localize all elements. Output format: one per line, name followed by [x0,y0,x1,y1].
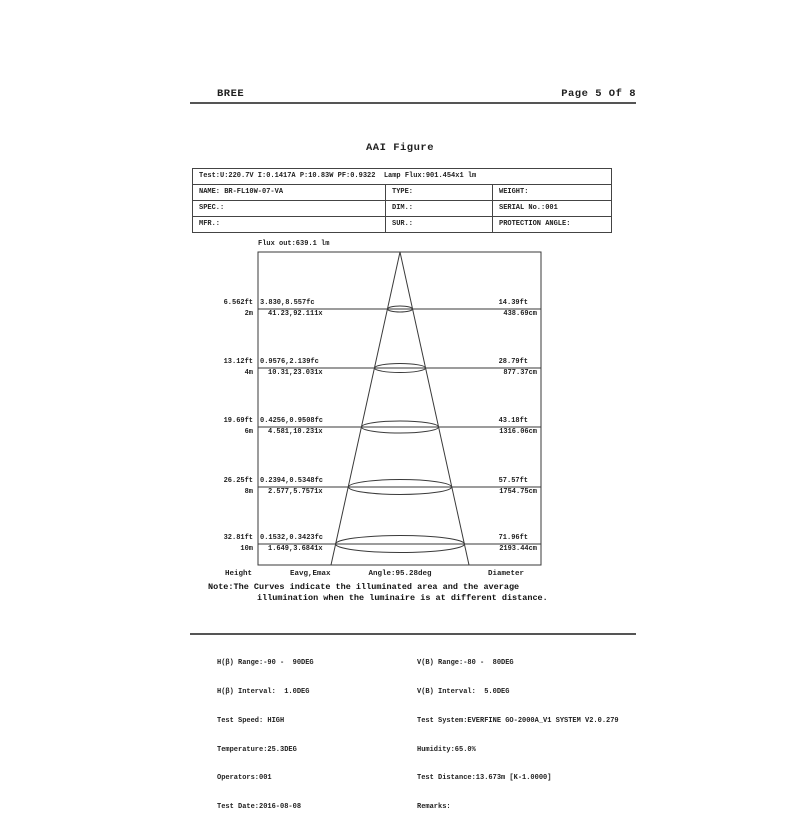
v-interval-label: V(B) Interval: 5.0DEG [417,687,510,696]
cell-sur: SUR.: [386,217,493,232]
eavg-fc-label: 0.4256,0.9508fc [260,417,324,425]
height-ft-label: 6.562ft [223,299,253,307]
height-ft-label: 13.12ft [223,358,253,366]
flux-out-label: Flux out:639.1 lm [258,240,330,248]
diameter-cm-label: 1754.75cm [499,488,537,496]
test-conditions: Test:U:220.7V I:0.1417A P:10.83W PF:0.9322 Lamp Flux:901.454x1 lm [199,172,477,180]
axis-angle-label: Angle:95.28deg [368,570,432,578]
cone-diagram [195,240,545,590]
table-row-test [193,169,611,184]
page-number: Page 5 Of 8 [561,88,636,100]
diameter-cm-label: 877.37cm [503,369,537,377]
test-distance-label: Test Distance:13.673m [K-1.0000] [417,774,552,783]
diameter-ft-label: 71.96ft [498,534,528,542]
footer-left-column [217,640,314,832]
cone-edge-left [331,252,400,565]
cell-type: TYPE: [386,185,493,200]
axis-eavg-label: Eavg,Emax [290,570,331,578]
height-m-label: 8m [244,488,253,496]
h-interval-label: H(β) Interval: 1.0DEG [217,687,310,696]
height-m-label: 6m [244,428,253,436]
footer-rule [190,633,636,635]
eavg-fc-label: 0.2394,0.5348fc [260,477,324,485]
note-line-2: illumination when the luminaire is at different distance. [257,593,548,603]
eavg-lx-label: 10.31,23.031x [268,369,323,377]
diameter-ft-label: 43.18ft [498,417,528,425]
eavg-lx-label: 1.649,3.6841x [268,545,323,553]
test-info-table [192,168,612,233]
h-range-label: H(β) Range:-90 - 90DEG [217,659,314,668]
diameter-cm-label: 1316.06cm [499,428,537,436]
height-m-label: 10m [240,545,253,553]
diameter-ft-label: 28.79ft [498,358,528,366]
page-title: AAI Figure [365,142,434,154]
table-row [193,216,611,232]
diameter-ft-label: 14.39ft [498,299,528,307]
diameter-ft-label: 57.57ft [498,477,528,485]
cell-mfr: MFR.: [193,217,386,232]
header-rule [190,102,636,104]
operators-label: Operators:001 [217,774,272,783]
height-ft-label: 19.69ft [223,417,253,425]
cell-spec: SPEC.: [193,201,386,216]
footer-right-column [417,640,619,832]
eavg-fc-label: 3.830,8.557fc [260,299,315,307]
cell-serial: SERIAL No.:001 [499,204,558,212]
remarks-label: Remarks: [417,803,451,812]
axis-height-label: Height [225,570,253,578]
table-row [193,200,611,216]
diameter-cm-label: 438.69cm [503,310,537,318]
cell-dim: DIM.: [386,201,493,216]
test-date-label: Test Date:2016-08-08 [217,803,302,812]
eavg-lx-label: 2.577,5.7571x [268,488,323,496]
eavg-fc-label: 0.1532,0.3423fc [260,534,324,542]
axis-diameter-label: Diameter [488,570,525,578]
report-brand: BREE [217,88,245,100]
height-m-label: 4m [244,369,253,377]
test-speed-label: Test Speed: HIGH [217,716,285,725]
humidity-label: Humidity:65.0% [417,745,476,754]
cell-name: NAME: BR-FL10W-07-VA [193,185,386,200]
cell-weight: WEIGHT: [499,188,529,196]
height-ft-label: 32.81ft [223,534,253,542]
diameter-cm-label: 2193.44cm [499,545,537,553]
height-ft-label: 26.25ft [223,477,253,485]
test-system-label: Test System:EVERFINE GO-2000A_V1 SYSTEM V2.0.279 [417,716,619,725]
note-line-1: Note:The Curves indicate the illuminated area and the average [208,582,520,592]
height-m-label: 2m [244,310,253,318]
table-row [193,184,611,200]
temperature-label: Temperature:25.3DEG [217,745,297,754]
eavg-lx-label: 41.23,92.111x [268,310,323,318]
eavg-lx-label: 4.581,10.231x [268,428,323,436]
cell-protection-angle: PROTECTION ANGLE: [499,220,571,228]
v-range-label: V(B) Range:-80 - 80DEG [417,659,514,668]
eavg-fc-label: 0.9576,2.139fc [260,358,319,366]
